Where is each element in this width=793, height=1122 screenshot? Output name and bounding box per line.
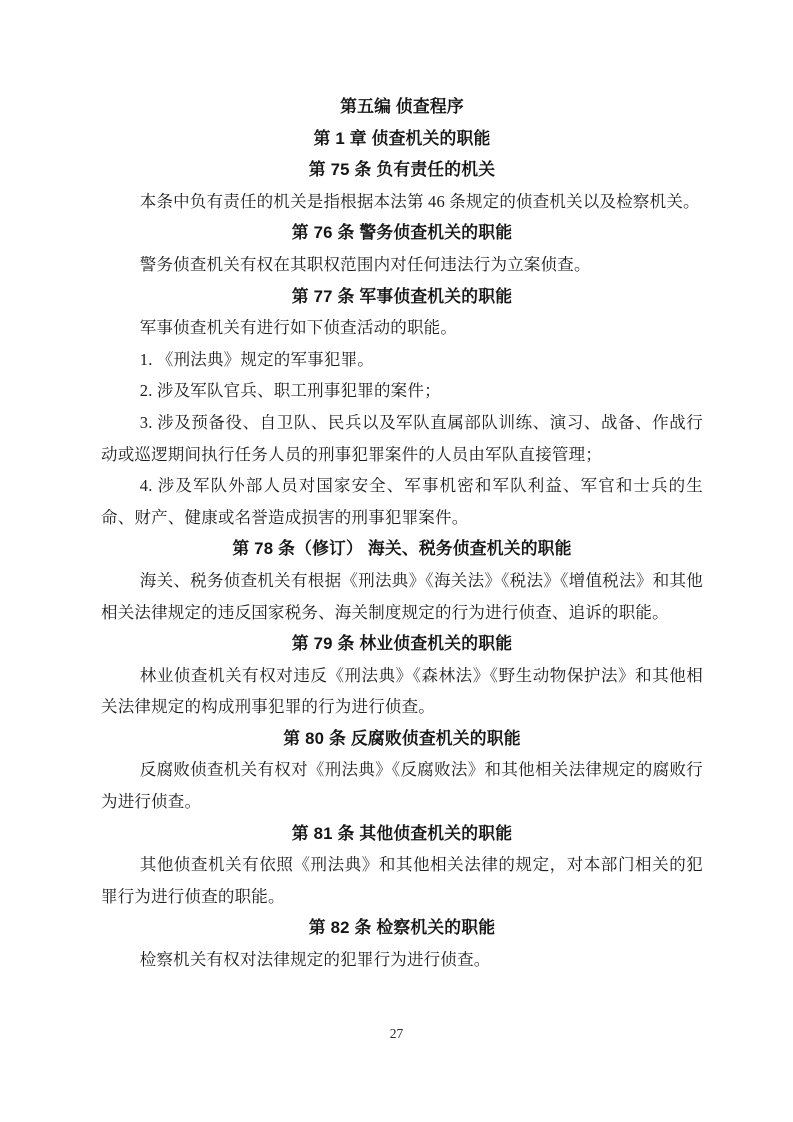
article-77-paragraph: 军事侦查机关有进行如下侦查活动的职能。 (139, 318, 458, 338)
article-80-paragraph: 反腐败侦查机关有权对《刑法典》《反腐败法》和其他相关法律规定的腐败行为进行侦查。 (101, 760, 703, 812)
part-heading: 第五编 侦查程序 (340, 97, 464, 116)
article-82-paragraph: 检察机关有权对法律规定的犯罪行为进行侦查。 (139, 950, 491, 970)
article-78-heading: 第 78 条（修订） 海关、税务侦查机关的职能 (232, 539, 572, 559)
article-77-heading: 第 77 条 军事侦查机关的职能 (291, 286, 513, 306)
article-76-heading: 第 76 条 警务侦查机关的职能 (291, 223, 513, 243)
article-77-item-1: 1. 《刑法典》规定的军事犯罪。 (139, 349, 374, 369)
article-79-heading: 第 79 条 林业侦查机关的职能 (291, 634, 513, 654)
article-81-heading: 第 81 条 其他侦查机关的职能 (291, 823, 513, 843)
article-82-heading: 第 82 条 检察机关的职能 (308, 918, 496, 938)
article-77-item-2: 2. 涉及军队官兵、职工刑事犯罪的案件； (139, 381, 441, 401)
chapter-1-heading: 第 1 章 侦查机关的职能 (313, 128, 491, 148)
article-77-item-4: 4. 涉及军队外部人员对国家安全、军事机密和军队利益、军官和士兵的生命、财产、健康或名誉造成损害的刑事犯罪案件。 (101, 476, 703, 527)
article-79-paragraph: 林业侦查机关有权对违反《刑法典》《森林法》《野生动物保护法》和其他相关法律规定的构成刑事犯罪的行为进行侦查。 (101, 665, 703, 717)
document-body (101, 91, 703, 976)
article-77-item-3: 3. 涉及预备役、自卫队、民兵以及军队直属部队训练、演习、战备、作战行动或巡逻期间执行任务人员的刑事犯罪案件的人员由军队直接管理； (101, 412, 703, 464)
article-80-heading: 第 80 条 反腐败侦查机关的职能 (283, 728, 521, 748)
article-75-paragraph: 本条中负有责任的机关是指根据本法第 46 条规定的侦查机关以及检察机关。 (139, 191, 700, 211)
article-75-heading: 第 75 条 负有责任的机关 (308, 160, 496, 180)
article-78-paragraph: 海关、税务侦查机关有根据《刑法典》《海关法》《税法》《增值税法》和其他相关法律规定的违反国家税务、海关制度规定的行为进行侦查、追诉的职能。 (101, 570, 703, 622)
article-81-paragraph: 其他侦查机关有依照《刑法典》和其他相关法律的规定，对本部门相关的犯罪行为进行侦查的职能。 (101, 855, 703, 906)
page-number: 27 (389, 1026, 404, 1041)
article-76-paragraph: 警务侦查机关有权在其职权范围内对任何违法行为立案侦查。 (139, 254, 591, 274)
